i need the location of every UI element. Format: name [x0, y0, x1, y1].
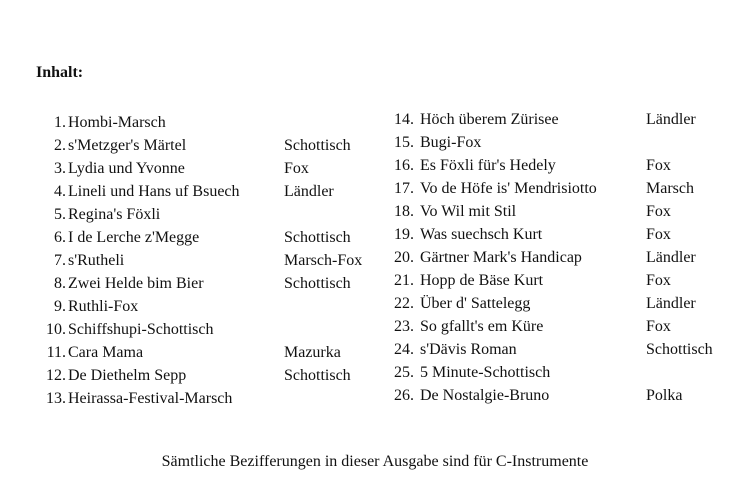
toc-entry-number: 17.	[394, 180, 414, 197]
toc-entry-genre: Ländler	[284, 183, 334, 200]
toc-entry-genre: Schottisch	[284, 367, 351, 384]
toc-entry-number: 4.	[54, 183, 66, 200]
toc-entry-genre: Ländler	[646, 249, 696, 266]
toc-entry	[388, 361, 551, 384]
toc-entry-genre: Marsch-Fox	[284, 252, 363, 269]
toc-entry-number: 19.	[394, 226, 414, 243]
footer-note: Sämtliche Bezifferungen in dieser Ausgabe sind für C-Instrumente	[161, 453, 589, 470]
toc-entry-title: I de Lerche z'Megge	[68, 229, 200, 246]
toc-entry-title: Über d' Sattelegg	[420, 295, 531, 312]
toc-entry-genre: Schottisch	[284, 137, 351, 154]
toc-entry-title: De Diethelm Sepp	[68, 367, 187, 384]
toc-entry	[36, 272, 351, 295]
toc-entry-number: 26.	[394, 387, 414, 404]
toc-entry-title: 5 Minute-Schottisch	[420, 364, 551, 381]
toc-entry-number: 7.	[54, 252, 66, 269]
toc-entry-genre: Schottisch	[284, 229, 351, 246]
toc-entry-number: 24.	[394, 341, 414, 358]
toc-entry-genre: Mazurka	[284, 344, 341, 361]
toc-entry-title: Zwei Helde bim Bier	[68, 275, 204, 292]
toc-entry-title: Hopp de Bäse Kurt	[420, 272, 544, 289]
toc-entry-title: Was suechsch Kurt	[420, 226, 543, 243]
toc-entry-number: 1.	[54, 114, 66, 131]
toc-entry-number: 13.	[46, 390, 66, 407]
toc-entry	[388, 223, 671, 246]
toc-entry	[36, 203, 161, 226]
toc-entry-title: Ruthli-Fox	[68, 298, 139, 315]
toc-entry-number: 12.	[46, 367, 66, 384]
toc-entry-genre: Fox	[646, 157, 671, 174]
toc-entry	[36, 134, 351, 157]
page-heading: Inhalt:	[36, 64, 84, 81]
toc-entry	[388, 154, 671, 177]
toc-entry-genre: Schottisch	[646, 341, 713, 358]
toc-entry-title: Gärtner Mark's Handicap	[420, 249, 582, 266]
toc-entry-number: 21.	[394, 272, 414, 289]
toc-entry	[36, 111, 166, 134]
toc-entry-title: Es Föxli für's Hedely	[420, 157, 556, 174]
toc-entry	[36, 249, 363, 272]
toc-entry	[36, 180, 334, 203]
toc-entry-genre: Schottisch	[284, 275, 351, 292]
toc-entry	[388, 108, 696, 131]
toc-entry	[388, 200, 671, 223]
toc-entry-genre: Fox	[646, 272, 671, 289]
toc-entry-title: So gfallt's em Küre	[420, 318, 544, 335]
toc-entry-number: 20.	[394, 249, 414, 266]
toc-entry-number: 8.	[54, 275, 66, 292]
toc-entry-number: 23.	[394, 318, 414, 335]
toc-entry	[36, 341, 341, 364]
toc-entry-title: Heirassa-Festival-Marsch	[68, 390, 233, 407]
toc-entry-number: 11.	[46, 344, 66, 361]
toc-entry	[388, 246, 696, 269]
toc-entry-number: 22.	[394, 295, 414, 312]
toc-entry-title: Höch überem Zürisee	[420, 111, 559, 128]
toc-entry	[388, 131, 482, 154]
toc-entry-number: 14.	[394, 111, 414, 128]
toc-entry-genre: Fox	[646, 203, 671, 220]
toc-entry-title: Lineli und Hans uf Bsuech	[68, 183, 240, 200]
toc-entry	[36, 295, 139, 318]
toc-entry-genre: Fox	[284, 160, 309, 177]
toc-entry	[388, 177, 694, 200]
toc-entry-title: Vo Wil mit Stil	[420, 203, 517, 220]
toc-entry	[36, 226, 351, 249]
toc-entry	[36, 387, 233, 410]
toc-entry-title: Schiffshupi-Schottisch	[68, 321, 214, 338]
toc-left-column	[36, 111, 363, 410]
toc-entry-title: s'Dävis Roman	[420, 341, 517, 358]
toc-entry-title: Regina's Föxli	[68, 206, 161, 223]
toc-entry-number: 5.	[54, 206, 66, 223]
toc-entry-number: 15.	[394, 134, 414, 151]
toc-entry-genre: Marsch	[646, 180, 694, 197]
toc-entry	[36, 157, 309, 180]
toc-entry-number: 3.	[54, 160, 66, 177]
toc-entry	[36, 364, 351, 387]
toc-entry	[388, 384, 683, 407]
toc-entry-title: s'Metzger's Märtel	[68, 137, 187, 154]
toc-entry-title: Hombi-Marsch	[68, 114, 166, 131]
toc-entry-title: Lydia und Yvonne	[68, 160, 185, 177]
toc-entry-genre: Ländler	[646, 295, 696, 312]
toc-entry-genre: Fox	[646, 318, 671, 335]
toc-entry-number: 18.	[394, 203, 414, 220]
toc-entry-number: 10.	[46, 321, 66, 338]
toc-entry	[388, 269, 671, 292]
toc-entry-title: s'Rutheli	[68, 252, 125, 269]
toc-entry-number: 16.	[394, 157, 414, 174]
toc-entry-number: 6.	[54, 229, 66, 246]
toc-entry-genre: Ländler	[646, 111, 696, 128]
toc-entry-title: Bugi-Fox	[420, 134, 482, 151]
toc-entry	[388, 315, 671, 338]
toc-entry-number: 2.	[54, 137, 66, 154]
toc-entry-genre: Fox	[646, 226, 671, 243]
toc-entry-title: De Nostalgie-Bruno	[420, 387, 550, 404]
toc-entry-number: 9.	[54, 298, 66, 315]
toc-entry	[388, 338, 713, 361]
toc-entry-title: Vo de Höfe is' Mendrisiotto	[420, 180, 597, 197]
toc-entry-title: Cara Mama	[68, 344, 144, 361]
toc-entry-number: 25.	[394, 364, 414, 381]
toc-right-column	[388, 108, 713, 407]
toc-entry	[36, 318, 214, 341]
toc-entry-genre: Polka	[646, 387, 683, 404]
toc-entry	[388, 292, 696, 315]
